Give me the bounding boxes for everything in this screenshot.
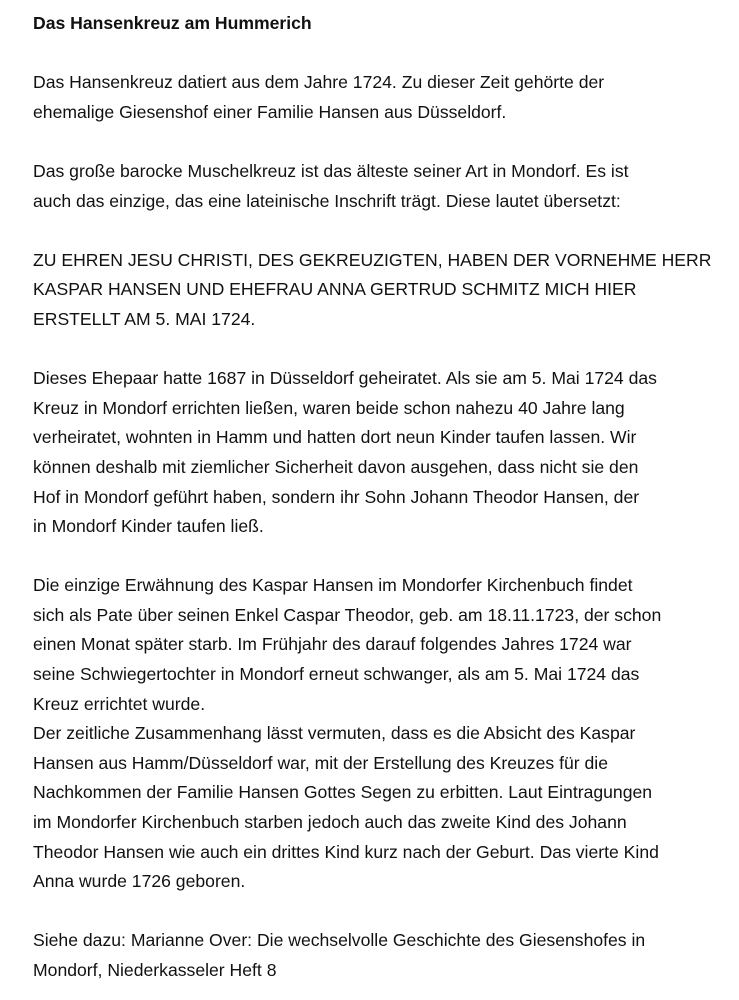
- paragraph-reference: [33, 926, 723, 985]
- paragraph-inscription: [33, 246, 723, 335]
- paragraph-kirchenbuch: [33, 571, 723, 719]
- text-line: Das Hansenkreuz datiert aus dem Jahre 1724. Zu dieser Zeit gehörte der: [33, 72, 605, 93]
- text-line: im Mondorfer Kirchenbuch starben jedoch auch das zweite Kind des Johann: [33, 812, 627, 833]
- text-line: seine Schwiegertochter in Mondorf erneut schwanger, als am 5. Mai 1724 das: [33, 664, 640, 685]
- paragraph-muschelkreuz: [33, 157, 723, 216]
- paragraph-ehepaar: [33, 364, 723, 542]
- text-line: Anna wurde 1726 geboren.: [33, 871, 246, 892]
- text-line: Nachkommen der Familie Hansen Gottes Segen zu erbitten. Laut Eintragungen: [33, 782, 653, 803]
- document: [33, 9, 723, 986]
- document-title: Das Hansenkreuz am Hummerich: [33, 13, 312, 33]
- text-line: auch das einzige, das eine lateinische Inschrift trägt. Diese lautet übersetzt:: [33, 190, 621, 211]
- text-line: ZU EHREN JESU CHRISTI, DES GEKREUZIGTEN, HABEN DER VORNEHME HERR: [33, 249, 712, 270]
- paragraph-intro: [33, 68, 723, 127]
- text-line: in Mondorf Kinder taufen ließ.: [33, 516, 264, 537]
- text-line: ERSTELLT AM 5. MAI 1724.: [33, 308, 256, 329]
- text-line: Kreuz errichtet wurde.: [33, 693, 206, 714]
- text-line: einen Monat später starb. Im Frühjahr des darauf folgendes Jahres 1724 war: [33, 634, 632, 655]
- text-line: Mondorf, Niederkasseler Heft 8: [33, 960, 277, 980]
- text-line: Hof in Mondorf geführt haben, sondern ihr Sohn Johann Theodor Hansen, der: [33, 486, 640, 507]
- text-line: ehemalige Giesenshof einer Familie Hansen aus Düsseldorf.: [33, 101, 507, 122]
- text-line: Der zeitliche Zusammenhang lässt vermuten, dass es die Absicht des Kaspar: [33, 723, 636, 744]
- text-line: sich als Pate über seinen Enkel Caspar Theodor, geb. am 18.11.1723, der schon: [33, 604, 662, 625]
- text-line: Hansen aus Hamm/Düsseldorf war, mit der Erstellung des Kreuzes für die: [33, 752, 608, 773]
- text-line: Das große barocke Muschelkreuz ist das älteste seiner Art in Mondorf. Es ist: [33, 160, 629, 181]
- text-line: Siehe dazu: Marianne Over: Die wechselvolle Geschichte des Giesenshofes in: [33, 930, 646, 951]
- text-line: Die einzige Erwähnung des Kaspar Hansen im Mondorfer Kirchenbuch findet: [33, 575, 633, 596]
- text-line: können deshalb mit ziemlicher Sicherheit davon ausgehen, dass nicht sie den: [33, 456, 639, 477]
- text-line: Dieses Ehepaar hatte 1687 in Düsseldorf geheiratet. Als sie am 5. Mai 1724 das: [33, 368, 657, 389]
- text-line: Theodor Hansen wie auch ein drittes Kind kurz nach der Geburt. Das vierte Kind: [33, 841, 659, 862]
- text-line: verheiratet, wohnten in Hamm und hatten dort neun Kinder taufen lassen. Wir: [33, 427, 637, 448]
- text-line: KASPAR HANSEN UND EHEFRAU ANNA GERTRUD SCHMITZ MICH HIER: [33, 279, 637, 300]
- text-line: Kreuz in Mondorf errichten ließen, waren beide schon nahezu 40 Jahre lang: [33, 397, 625, 418]
- paragraph-zusammenhang: [33, 719, 723, 897]
